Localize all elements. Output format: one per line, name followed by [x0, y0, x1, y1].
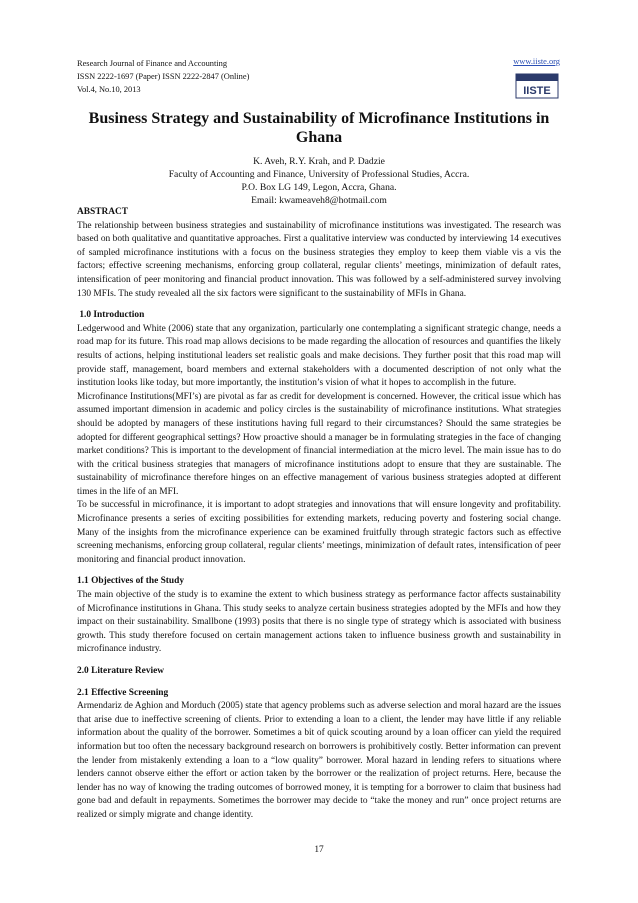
journal-name: Research Journal of Finance and Accounting [77, 59, 228, 68]
intro-paragraph-2: Microfinance Institutions(MFI’s) are pivotal as far as credit for development is concerned. However, the critical issue which has assumed important dimension in academic and policy circles is the sustainability of microfinance institutions. What strategies should be adopted by managers of these institutions having full regard to their circumstances? Should the same strategies be adopted for different geographical settings? How proactive should a manager be in formulating strategies in the face of changing market conditions? This is important to the development of financial intermediation at the micro level. The main issue has to do with the critical business strategies that managers of microfinance institutions adopt to ensure that they are sustainable. The sustainability of microfinance therefore hinges on an effective management of various business strategies adopted at different times in the life of an MFI. [77, 391, 561, 497]
iiste-logo [514, 72, 560, 100]
paper-title: Business Strategy and Sustainability of Microfinance Institutions in Ghana [88, 110, 550, 146]
author-affiliation: Faculty of Accounting and Finance, University of Professional Studies, Accra. [168, 169, 470, 180]
screening-heading: 2.1 Effective Screening [77, 687, 169, 698]
objectives-text: The main objective of the study is to examine the extent to which business strategy as performance factor affects sustainability of Microfinance institutions in Ghana. This study seeks to analyze certain business strategies adopted by the MFIs and how they impact on their sustainability. Smallbone (1993) posits that there is no single type of strategy which is associated with business growth. This study therefore focused on certain management actions taken to influence business growth and sustainability in microfinance industry. [77, 590, 561, 655]
screening-text: Armendariz de Aghion and Morduch (2005) state that agency problems such as adverse selection and moral hazard are the issues that arise due to ineffective screening of clients. Prior to extending a loan to a client, the lender may have little if any reliable information about the quality of the borrower. Sometimes a bit of quick scouting around by a loan officer can yield the required information but too often the necessary background research on borrowers is prohibitively costly. Better information can prevent the lender from mistakenly extending a loan to a “low quality” borrower. Moral hazard in lending refers to situations where lenders cannot observe either the effort or action taken by the borrower or the realization of project returns. Here, because the lender has no way of knowing the trading outcomes of borrowed money, it is tempting for a borrower to claim that business had gone bad and default in repayments. Sometimes the borrower may decide to “take the money and run” once project returns are realized or simply migrate and change identity. [77, 701, 561, 820]
abstract-text: The relationship between business strategies and sustainability of microfinance institutions was investigated. The research was based on both qualitative and quantitative approaches. First a qualitative interview was conducted by interviewing 14 executives of sampled microfinance institutions with a focus on the business strategies they employ to keep them viable vis a vis the factors; effective screening mechanisms, enforcing group collateral, regular clients’ meetings, minimization of default rates, intensification of peer monitoring and financial product innovation. This was followed by a self-administered survey involving 130 MFIs. The study revealed all the six factors were significant to the sustainability of MFIs in Ghana. [77, 220, 561, 299]
journal-volume: Vol.4, No.10, 2013 [77, 85, 141, 95]
author-names: K. Aveh, R.Y. Krah, and P. Dadzie [253, 156, 385, 167]
abstract-heading: ABSTRACT [77, 207, 129, 217]
logo-text: IISTE [523, 85, 551, 97]
intro-paragraph-1: Ledgerwood and White (2006) state that any organization, particularly one contemplating a significant strategic change, needs a road map for its future. This road map allows decisions to be made regarding the allocation of resources and quantifies the likely results of actions, helping institutional leaders set realistic goals and make decisions. They further posit that this road map will provide staff, management, board members and external stakeholders with a documented description of not only what the institution looks like today, but more importantly, the institution’s vision of what it hopes to accomplish in the future. [77, 323, 561, 389]
paper-body [77, 206, 561, 823]
intro-heading: 1.0 Introduction [77, 310, 145, 321]
author-email: Email: kwameaveh8@hotmail.com [251, 195, 387, 206]
literature-heading: 2.0 Literature Review [77, 666, 165, 676]
journal-issn: ISSN 2222-1697 (Paper) ISSN 2222-2847 (Online) [77, 72, 250, 82]
author-address: P.O. Box LG 149, Legon, Accra, Ghana. [241, 182, 397, 193]
page-number: 17 [314, 845, 324, 855]
objectives-heading: 1.1 Objectives of the Study [77, 576, 185, 587]
journal-url-link[interactable]: www.iiste.org [513, 57, 560, 66]
intro-paragraph-3: To be successful in microfinance, it is important to adopt strategies and innovations that will ensure longevity and profitability. Microfinance presents a series of exciting possibilities for extending markets, reducing poverty and fostering social change. Many of the insights from the microfinance experience can be examined fruitfully through strategic factors such as effective screening mechanisms, enforcing group collateral, regular clients’ meetings, minimization of default rates, intensification of peer monitoring and financial product innovation. [77, 500, 561, 565]
author-block [77, 155, 561, 207]
journal-header [77, 57, 249, 97]
